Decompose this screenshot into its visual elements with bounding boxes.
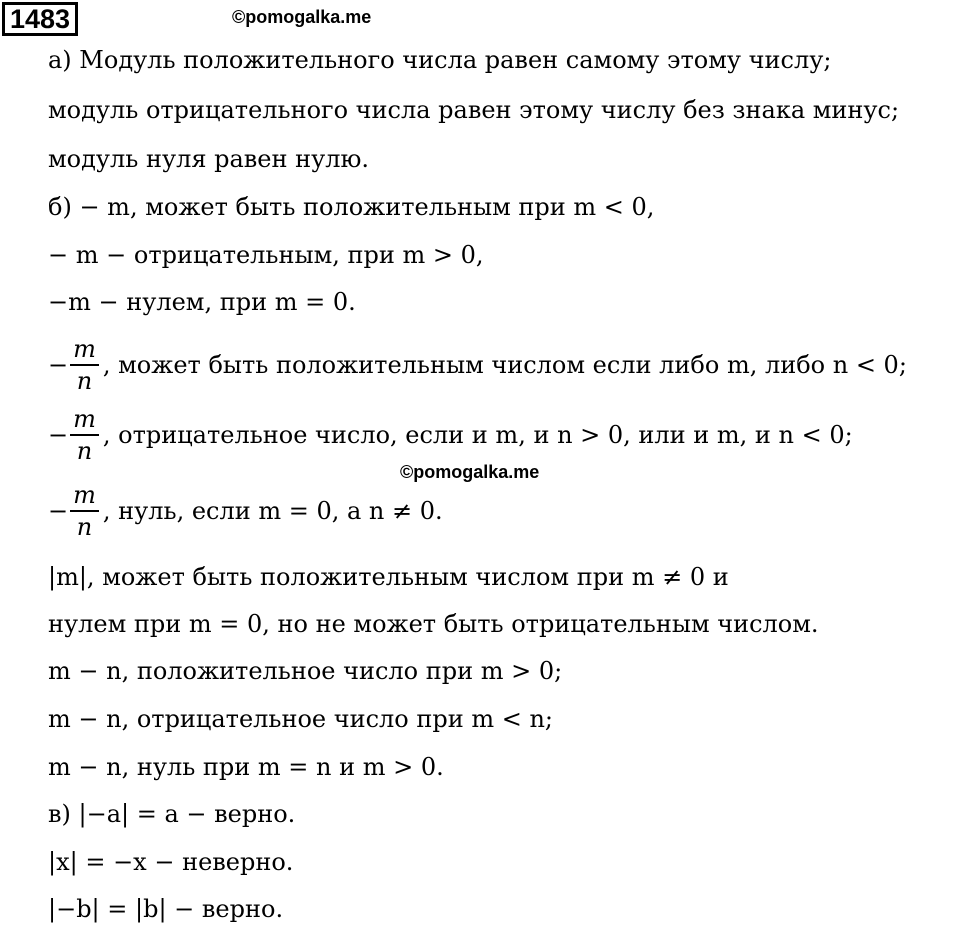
text-line: |−b| = |b| − верно. (48, 895, 284, 923)
text-line: а) Модуль положительного числа равен самому этому числу; (48, 46, 832, 74)
watermark-middle: ©pomogalka.me (400, 462, 540, 482)
text-line: m − n, отрицательное число при m < n; (48, 705, 554, 733)
text-line: m − n, положительное число при m > 0; (48, 657, 563, 685)
fraction-line-text: , может быть положительным числом если либо m, либо n < 0; (102, 351, 907, 379)
text-line: |x| = −x − неверно. (48, 848, 294, 876)
fraction-numerator: m (70, 404, 99, 436)
fraction-denominator: n (76, 513, 93, 541)
fraction (70, 404, 99, 466)
text-line: −m − нулем, при m = 0. (48, 288, 356, 316)
problem-number-badge: 1483 (2, 2, 78, 36)
minus-sign: − (48, 351, 69, 379)
text-line: |m|, может быть положительным числом при m ≠ 0 и (48, 563, 729, 591)
text-line: модуль нуля равен нулю. (48, 145, 369, 173)
watermark-top: ©pomogalka.me (232, 7, 372, 27)
fraction-line (48, 334, 907, 396)
fraction-denominator: n (76, 437, 93, 465)
text-line: в) |−a| = a − верно. (48, 800, 296, 828)
text-line: m − n, нуль при m = n и m > 0. (48, 753, 444, 781)
fraction-line (48, 480, 443, 542)
fraction-line (48, 404, 853, 466)
minus-sign: − (48, 421, 69, 449)
minus-sign: − (48, 497, 69, 525)
fraction-numerator: m (70, 334, 99, 366)
fraction-line-text: , отрицательное число, если и m, и n > 0, или и m, и n < 0; (102, 421, 853, 449)
text-line: нулем при m = 0, но не может быть отрицательным числом. (48, 610, 819, 638)
fraction-numerator: m (70, 480, 99, 512)
text-line: − m − отрицательным, при m > 0, (48, 241, 484, 269)
fraction (70, 480, 99, 542)
text-line: б) − m, может быть положительным при m < 0, (48, 193, 655, 221)
fraction (70, 334, 99, 396)
fraction-line-text: , нуль, если m = 0, а n ≠ 0. (102, 497, 443, 525)
text-line: модуль отрицательного числа равен этому числу без знака минус; (48, 96, 900, 124)
fraction-denominator: n (76, 367, 93, 395)
